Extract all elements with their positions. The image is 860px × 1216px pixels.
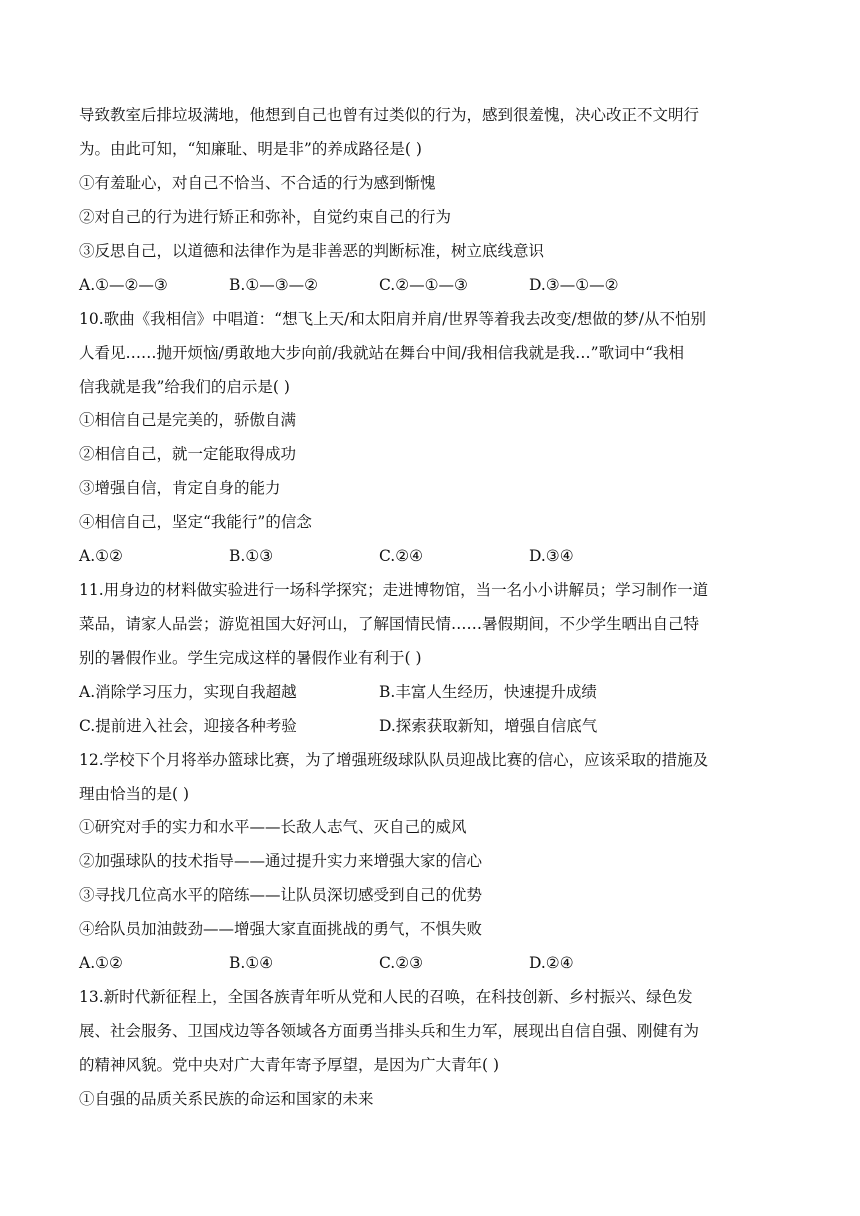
q12-item-3: ③寻找几位高水平的陪练——让队员深切感受到自己的优势 — [79, 886, 483, 904]
q9-stem-line-1: 导致教室后排垃圾满地，他想到自己也曾有过类似的行为，感到很羞愧，决心改正不文明行 — [79, 106, 700, 124]
q13-item-1: ①自强的品质关系民族的命运和国家的未来 — [79, 1090, 374, 1108]
q11-option-c[interactable]: C.提前进入社会，迎接各种考验 — [79, 717, 297, 735]
q12-stem-line-2: 理由恰当的是( ) — [79, 785, 190, 803]
q10-stem-line-2: 人看见……抛开烦恼/勇敢地大步向前/我就站在舞台中间/我相信我就是我…”歌词中“我相 — [79, 344, 685, 362]
q12-option-d[interactable]: D.②④ — [529, 954, 574, 972]
q10-option-d[interactable]: D.③④ — [529, 547, 574, 565]
q13-stem-line-2: 展、社会服务、卫国戍边等各领域各方面勇当排头兵和生力军，展现出自信自强、刚健有为 — [79, 1022, 700, 1040]
q9-option-d[interactable]: D.③—①—② — [529, 276, 619, 294]
q10-item-1: ①相信自己是完美的，骄傲自满 — [79, 411, 297, 429]
q11-option-a[interactable]: A.消除学习压力，实现自我超越 — [79, 683, 297, 701]
q11-option-d[interactable]: D.探索获取新知，增强自信底气 — [379, 717, 598, 735]
q13-stem-line-1: 13.新时代新征程上，全国各族青年听从党和人民的召唤，在科技创新、乡村振兴、绿色发 — [79, 988, 693, 1006]
q12-item-4: ④给队员加油鼓劲——增强大家直面挑战的勇气，不惧失败 — [79, 920, 483, 938]
q9-stem-line-2: 为。由此可知，“知廉耻、明是非”的养成路径是( ) — [79, 140, 422, 158]
q12-option-c[interactable]: C.②③ — [379, 954, 424, 972]
q9-option-a[interactable]: A.①—②—③ — [79, 276, 168, 294]
q10-option-c[interactable]: C.②④ — [379, 547, 424, 565]
q11-stem-line-3: 别的暑假作业。学生完成这样的暑假作业有利于( ) — [79, 649, 422, 667]
q10-option-a[interactable]: A.①② — [79, 547, 123, 565]
q11-stem-line-1: 11.用身边的材料做实验进行一场科学探究；走进博物馆，当一名小小讲解员；学习制作一道 — [79, 581, 709, 599]
q9-option-b[interactable]: B.①—③—② — [229, 276, 319, 294]
q12-option-b[interactable]: B.①④ — [229, 954, 274, 972]
q9-option-c[interactable]: C.②—①—③ — [379, 276, 468, 294]
q12-item-1: ①研究对手的实力和水平——长敌人志气、灭自己的威风 — [79, 818, 467, 836]
q13-stem-line-3: 的精神风貌。党中央对广大青年寄予厚望，是因为广大青年( ) — [79, 1056, 500, 1074]
q9-item-3: ③反思自己，以道德和法律作为是非善恶的判断标准，树立底线意识 — [79, 242, 545, 260]
q10-stem-line-3: 信我就是我”给我们的启示是( ) — [79, 378, 290, 396]
q11-option-b[interactable]: B.丰富人生经历，快速提升成绩 — [379, 683, 597, 701]
q12-option-a[interactable]: A.①② — [79, 954, 123, 972]
q11-stem-line-2: 菜品，请家人品尝；游览祖国大好河山，了解国情民情……暑假期间，不少学生晒出自己特 — [79, 615, 700, 633]
q12-item-2: ②加强球队的技术指导——通过提升实力来增强大家的信心 — [79, 852, 483, 870]
q9-item-1: ①有羞耻心，对自己不恰当、不合适的行为感到惭愧 — [79, 174, 436, 192]
q12-stem-line-1: 12.学校下个月将举办篮球比赛，为了增强班级球队队员迎战比赛的信心，应该采取的措施及 — [79, 751, 709, 769]
q10-option-b[interactable]: B.①③ — [229, 547, 274, 565]
q9-item-2: ②对自己的行为进行矫正和弥补，自觉约束自己的行为 — [79, 208, 452, 226]
q10-stem-line-1: 10.歌曲《我相信》中唱道：“想飞上天/和太阳肩并肩/世界等着我去改变/想做的梦/从不怕别 — [79, 310, 706, 328]
q10-item-3: ③增强自信，肯定自身的能力 — [79, 479, 281, 497]
q10-item-2: ②相信自己，就一定能取得成功 — [79, 445, 297, 463]
q10-item-4: ④相信自己，坚定“我能行”的信念 — [79, 513, 312, 531]
